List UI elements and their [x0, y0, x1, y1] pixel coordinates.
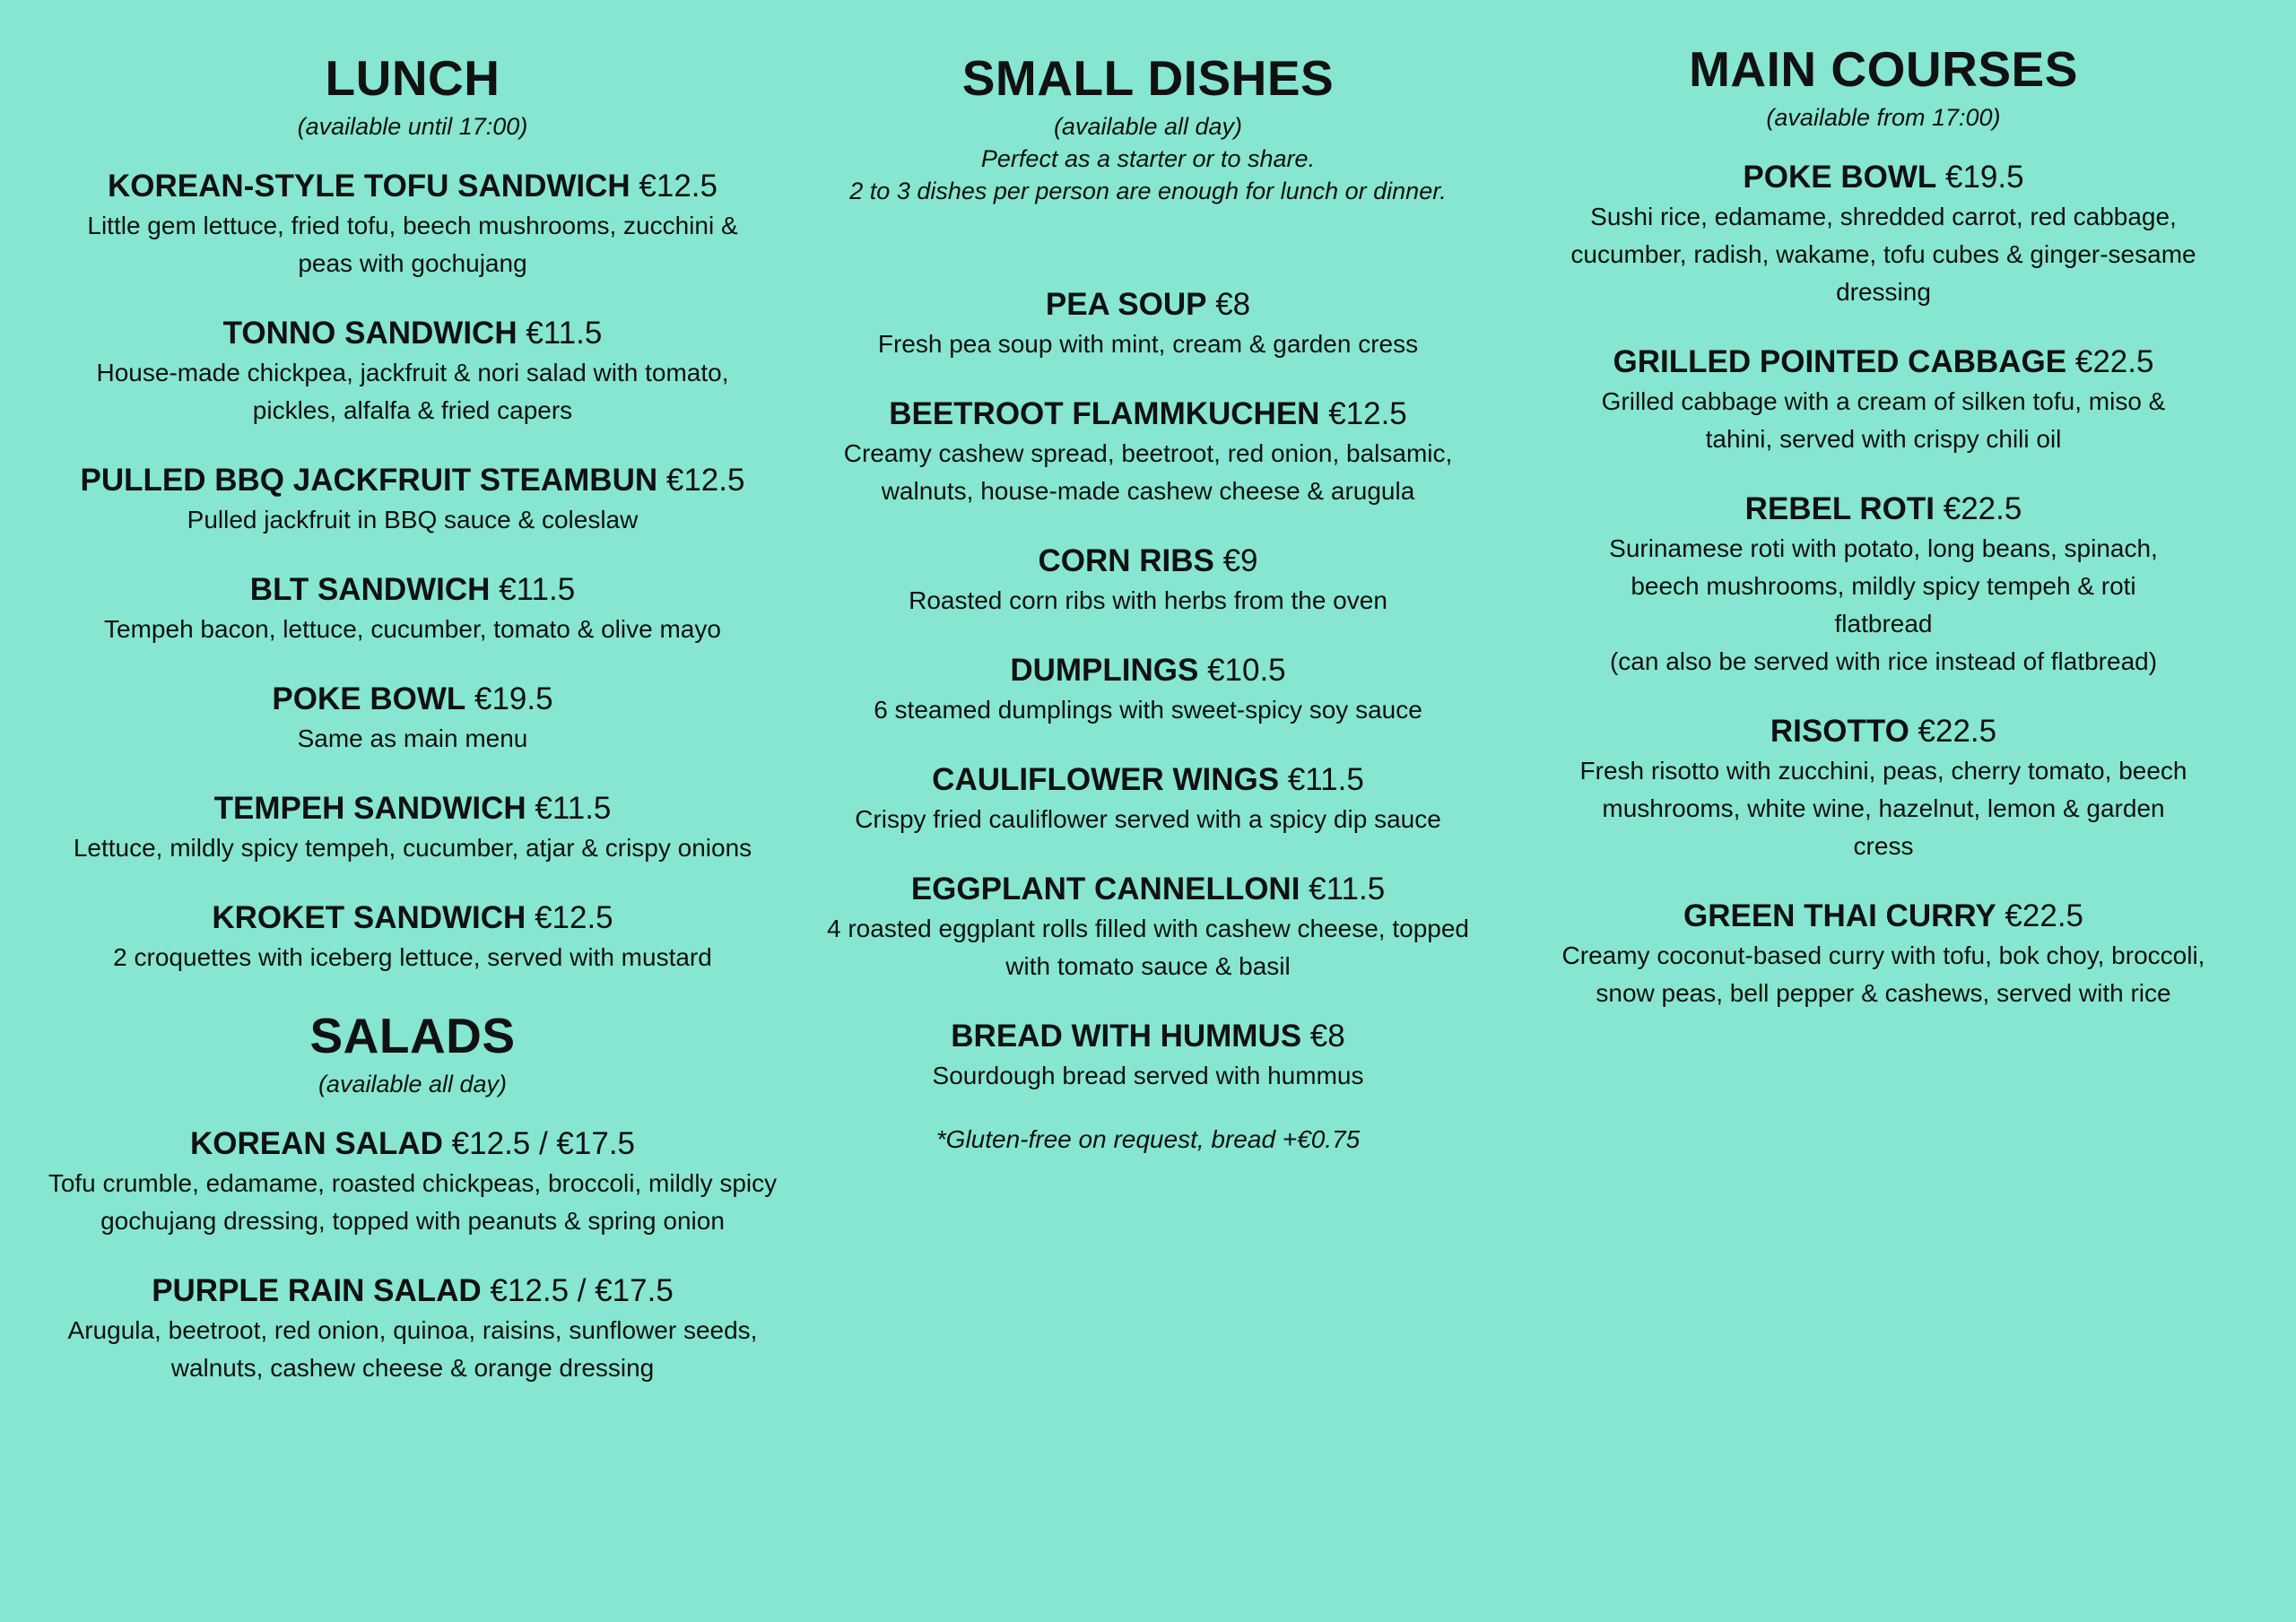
item-name: REBEL ROTI: [1744, 491, 1935, 526]
item-name: PULLED BBQ JACKFRUIT STEAMBUN: [80, 463, 658, 498]
menu-item: [789, 394, 1507, 510]
item-description: Crispy fried cauliflower served with a spicy dip sauce: [855, 805, 1441, 833]
item-description: Lettuce, mildly spicy tempeh, cucumber, atjar & crispy onions: [73, 834, 752, 862]
lunch-section: [36, 49, 789, 976]
item-description: Sourdough bread served with hummus: [932, 1062, 1364, 1089]
menu-item: [1525, 157, 2242, 311]
item-price: €19.5: [1944, 160, 2024, 195]
item-price: €22.5: [1943, 491, 2022, 526]
main-courses-title: MAIN COURSES: [1689, 41, 2078, 97]
menu-item: [1525, 489, 2242, 681]
item-description: House-made chickpea, jackfruit & nori salad with tomato, pickles, alfalfa & fried capers: [96, 359, 729, 424]
small-dishes-items: [789, 284, 1507, 1158]
item-description: Fresh pea soup with mint, cream & garden cress: [877, 330, 1419, 358]
item-name: TONNO SANDWICH: [222, 316, 517, 351]
gluten-free-footnote: *Gluten-free on request, bread +€0.75: [935, 1125, 1361, 1153]
item-description: Grilled cabbage with a cream of silken tofu, miso & tahini, served with crispy chili oil: [1601, 387, 2166, 453]
item-name: PEA SOUP: [1045, 287, 1207, 322]
menu-item: [789, 869, 1507, 985]
item-name: POKE BOWL: [1743, 160, 1937, 195]
lunch-availability: (available until 17:00): [297, 113, 528, 140]
item-name: KOREAN SALAD: [189, 1126, 443, 1161]
small-dishes-note: [789, 110, 1507, 207]
item-name: GRILLED POINTED CABBAGE: [1613, 344, 2067, 379]
salads-section: [36, 1007, 789, 1387]
menu-item: [1525, 896, 2242, 1012]
menu-item: [36, 166, 789, 282]
menu-item: [789, 650, 1507, 729]
item-name: POKE BOWL: [272, 681, 466, 716]
salads-items: [36, 1123, 789, 1387]
item-description: Same as main menu: [297, 724, 528, 752]
item-price: €12.5 / €17.5: [451, 1126, 636, 1161]
small-dishes-title: SMALL DISHES: [961, 50, 1335, 106]
item-price: €11.5: [1287, 762, 1364, 797]
item-description: Tempeh bacon, lettuce, cucumber, tomato & olive mayo: [104, 615, 721, 643]
item-name: PURPLE RAIN SALAD: [152, 1273, 482, 1308]
item-price: €12.5: [665, 463, 745, 498]
lunch-column: [36, 49, 789, 1418]
menu-item: [36, 788, 789, 867]
menu-item: [36, 1271, 789, 1387]
menu-item: [36, 679, 789, 758]
small-dishes-note-line: 2 to 3 dishes per person are enough for lunch or dinner.: [849, 178, 1447, 204]
small-dishes-column: [789, 49, 1507, 1158]
menu-item: [789, 759, 1507, 838]
menu-item: [36, 569, 789, 648]
item-description: Sushi rice, edamame, shredded carrot, red cabbage, cucumber, radish, wakame, tofu cubes & ginger-sesame dressing: [1570, 203, 2196, 306]
main-courses-column: [1525, 40, 2242, 1043]
item-price: €12.5: [535, 900, 613, 935]
menu-item: [1525, 711, 2242, 865]
item-description: 4 roasted eggplant rolls filled with cashew cheese, topped with tomato sauce & basil: [827, 915, 1469, 980]
menu-item: [1525, 342, 2242, 458]
item-name: DUMPLINGS: [1010, 653, 1199, 688]
item-description: 6 steamed dumplings with sweet-spicy soy sauce: [874, 696, 1422, 724]
item-name: KOREAN-STYLE TOFU SANDWICH: [107, 169, 631, 204]
menu-item: [36, 898, 789, 976]
menu-item: [36, 313, 789, 429]
item-price: €11.5: [1309, 872, 1386, 906]
item-description: Pulled jackfruit in BBQ sauce & coleslaw: [187, 506, 639, 533]
item-price: €19.5: [474, 681, 553, 716]
item-name: BREAD WITH HUMMUS: [951, 1019, 1302, 1054]
menu-item: [789, 541, 1507, 620]
item-price: €10.5: [1207, 653, 1286, 688]
item-name: TEMPEH SANDWICH: [213, 791, 526, 826]
item-name: KROKET SANDWICH: [212, 900, 526, 935]
item-description-note: (can also be served with rice instead of flatbread): [1609, 647, 2158, 675]
item-name: EGGPLANT CANNELLONI: [910, 872, 1300, 906]
item-price: €22.5: [2005, 898, 2084, 933]
menu-item: [789, 284, 1507, 363]
item-name: CAULIFLOWER WINGS: [932, 762, 1280, 797]
item-description: Arugula, beetroot, red onion, quinoa, raisins, sunflower seeds, walnuts, cashew cheese & orange dressing: [67, 1316, 758, 1382]
item-description: Surinamese roti with potato, long beans, spinach, beech mushrooms, mildly spicy tempeh & roti flatbread: [1609, 534, 2158, 638]
item-description: 2 croquettes with iceberg lettuce, served with mustard: [113, 943, 712, 971]
item-price: €12.5: [1328, 396, 1407, 431]
item-description: Creamy coconut-based curry with tofu, bok choy, broccoli, snow peas, bell pepper & cashews, served with rice: [1561, 941, 2205, 1007]
lunch-items: [36, 166, 789, 976]
small-dishes-note-line: Perfect as a starter or to share.: [980, 145, 1316, 172]
item-price: €12.5: [639, 169, 718, 204]
item-description: Fresh risotto with zucchini, peas, cherry tomato, beech mushrooms, white wine, hazelnut, lemon & garden cress: [1579, 757, 2187, 860]
item-name: CORN RIBS: [1038, 543, 1214, 578]
item-price: €11.5: [526, 316, 603, 351]
item-price: €9: [1222, 543, 1258, 578]
item-name: RISOTTO: [1770, 714, 1909, 749]
item-name: GREEN THAI CURRY: [1683, 898, 1996, 933]
item-name: BEETROOT FLAMMKUCHEN: [889, 396, 1320, 431]
lunch-title: LUNCH: [325, 50, 500, 106]
item-price: €12.5 / €17.5: [490, 1273, 674, 1308]
item-description: Roasted corn ribs with herbs from the oven: [909, 586, 1387, 614]
item-price: €11.5: [535, 791, 612, 826]
item-price: €11.5: [499, 572, 576, 607]
item-price: €22.5: [1918, 714, 1997, 749]
main-courses-items: [1525, 157, 2242, 1012]
menu-item: [789, 1016, 1507, 1095]
menu-item: [36, 460, 789, 539]
item-description: Tofu crumble, edamame, roasted chickpeas, broccoli, mildly spicy gochujang dressing, topped with peanuts & spring onion: [48, 1169, 778, 1235]
item-name: BLT SANDWICH: [249, 572, 491, 607]
item-description: Creamy cashew spread, beetroot, red onion, balsamic, walnuts, house-made cashew cheese & arugula: [843, 439, 1453, 505]
item-price: €8: [1309, 1019, 1345, 1054]
item-description: Little gem lettuce, fried tofu, beech mushrooms, zucchini & peas with gochujang: [87, 212, 738, 277]
small-dishes-availability: (available all day): [1053, 113, 1243, 140]
menu-item: [36, 1123, 789, 1240]
salads-availability: (available all day): [317, 1071, 508, 1097]
item-price: €8: [1215, 287, 1251, 322]
salads-title: SALADS: [309, 1008, 516, 1063]
main-courses-availability: (available from 17:00): [1766, 104, 2001, 131]
item-price: €22.5: [2074, 344, 2154, 379]
